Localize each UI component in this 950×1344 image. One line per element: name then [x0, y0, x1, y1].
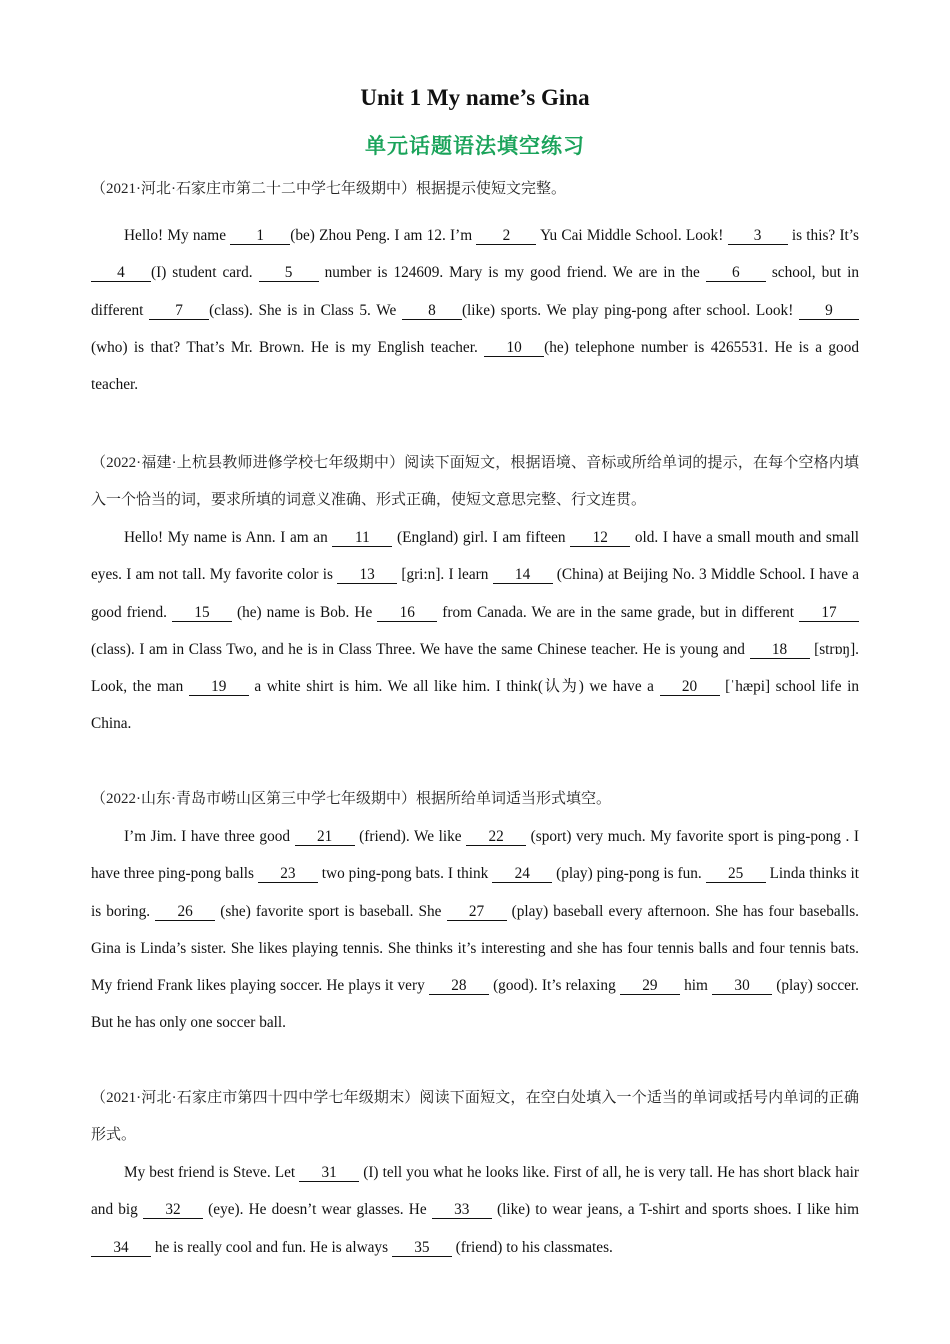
blank-7: 7: [149, 302, 209, 320]
blank-8: 8: [402, 302, 462, 320]
passage-text: (play) ping-pong is fun.: [552, 865, 706, 883]
passage-text: a white shirt is him. We all like him. I think(认为) we have a: [248, 678, 660, 696]
passage-text: [strɒŋ]. Look, the man: [91, 640, 859, 696]
passage-text: (England) girl. I am fifteen: [392, 529, 571, 546]
blank-28: 28: [429, 977, 489, 995]
passage-text: (she) favorite sport is baseball. She: [215, 902, 447, 920]
passage-text: (he) telephone number is 4265531. He is a good teacher.: [91, 338, 859, 394]
section-passage: [91, 818, 859, 1042]
section-source: （2022·山东·青岛市崂山区第三中学七年级期中）根据所给单词适当形式填空。: [91, 791, 611, 807]
section-source: （2021·河北·石家庄市第四十四中学七年级期末）阅读下面短文，在空白处填入一个适当的单词或括号内单词的正确形式。: [91, 1090, 859, 1143]
passage-text: (class). I am in Class Two, and he is in Class Three. We have the same Chinese teacher. He is young and: [91, 640, 750, 658]
blank-15: 15: [172, 604, 232, 622]
blank-17: 17: [799, 604, 859, 622]
passage-text: (friend). We like: [354, 828, 467, 845]
blank-27: 27: [447, 903, 507, 921]
blank-22: 22: [466, 828, 526, 846]
passage-text: (sport) very much. My favorite sport is ping-pong . I have three ping-pong balls: [91, 828, 860, 883]
blank-23: 23: [258, 865, 318, 883]
section-4: [91, 1080, 859, 1266]
passage-text: is this? It’s: [787, 227, 859, 244]
blank-14: 14: [493, 566, 553, 584]
blank-3: 3: [728, 227, 788, 245]
section-passage: [91, 1154, 859, 1266]
blank-25: 25: [706, 865, 766, 883]
section-3: [91, 781, 859, 1042]
blank-1: 1: [230, 227, 290, 245]
blank-29: 29: [620, 977, 680, 995]
passage-text: Yu Cai Middle School. Look!: [536, 227, 728, 244]
blank-4: 4: [91, 264, 151, 282]
passage-text: [ˈhæpi] school life in China.: [91, 678, 859, 733]
page-subtitle: 单元话题语法填空练习: [365, 134, 585, 158]
passage-text: Hello! My name is Ann. I am an: [124, 529, 333, 546]
page-title: Unit 1 My name’s Gina: [360, 85, 590, 110]
passage-text: Linda thinks it is boring.: [91, 865, 859, 920]
passage-text: number is 124609. Mary is my good friend. We are in the: [318, 264, 706, 282]
passage-text: (he) name is Bob. He: [232, 603, 378, 621]
passage-text: [gri:n]. I learn: [397, 566, 493, 584]
section-source: （2021·河北·石家庄市第二十二中学七年级期中）根据提示使短文完整。: [91, 181, 566, 197]
section-passage: [91, 519, 859, 743]
passage-text: My best friend is Steve. Let: [124, 1164, 300, 1181]
passage-text: (be) Zhou Peng. I am 12. I’m: [290, 227, 477, 244]
blank-11: 11: [332, 529, 392, 547]
passage-text: (like) to wear jeans, a T-shirt and sports shoes. I like him: [491, 1201, 859, 1219]
passage-text: Hello! My name: [124, 227, 231, 244]
blank-13: 13: [337, 566, 397, 584]
blank-31: 31: [299, 1164, 359, 1182]
passage-text: (I) tell you what he looks like. First of all, he is very tall. He has short black hair and big: [91, 1164, 859, 1219]
blank-24: 24: [492, 865, 552, 883]
passage-text: (I) student card.: [151, 264, 259, 282]
blank-33: 33: [432, 1201, 492, 1219]
passage-text: him: [679, 977, 713, 995]
passage-text: he is really cool and fun. He is always: [151, 1238, 392, 1256]
blank-10: 10: [484, 339, 544, 357]
blank-9: 9: [799, 302, 859, 320]
passage-text: two ping-pong bats. I think: [317, 865, 493, 883]
blank-12: 12: [570, 529, 630, 547]
passage-text: old. I have a small mouth and small eyes. I am not tall. My favorite color is: [91, 529, 860, 584]
passage-text: (eye). He doesn’t wear glasses. He: [203, 1201, 432, 1219]
passage-text: from Canada. We are in the same grade, but in different: [437, 603, 800, 621]
passage-text: (friend) to his classmates.: [451, 1238, 613, 1256]
passage-text: (play) soccer. But he has only one soccer ball.: [91, 977, 860, 1032]
blank-6: 6: [706, 264, 766, 282]
section-1: [91, 171, 859, 403]
passage-text: (play) baseball every afternoon. She has four baseballs. Gina is Linda’s sister. She likes playing tennis. She thinks it’s interesting and she has four tennis balls and four tennis bats. My friend Frank likes playing soccer. He plays it very: [91, 902, 859, 995]
passage-text: (good). It’s relaxing: [488, 977, 620, 995]
blank-18: 18: [750, 641, 810, 659]
passage-text: (China) at Beijing No. 3 Middle School. I have a good friend.: [91, 566, 860, 621]
blank-16: 16: [377, 604, 437, 622]
passage-text: (who) is that? That’s Mr. Brown. He is my English teacher.: [91, 338, 485, 356]
blank-34: 34: [91, 1239, 151, 1257]
blank-5: 5: [259, 264, 319, 282]
blank-21: 21: [295, 828, 355, 846]
section-2: [91, 445, 859, 743]
blank-2: 2: [476, 227, 536, 245]
section-passage: [91, 217, 859, 403]
blank-20: 20: [660, 678, 720, 696]
passage-text: I’m Jim. I have three good: [124, 828, 295, 845]
blank-30: 30: [712, 977, 772, 995]
passage-text: (class). She is in Class 5. We: [209, 301, 402, 319]
passage-text: school, but in different: [91, 264, 860, 319]
passage-text: (like) sports. We play ping-pong after school. Look!: [461, 301, 799, 319]
section-source: （2022·福建·上杭县教师进修学校七年级期中）阅读下面短文，根据语境、音标或所给单词的提示，在每个空格内填入一个恰当的词，要求所填的词意义准确、形式正确，使短文意思完整、行文连贯。: [91, 455, 859, 508]
blank-32: 32: [143, 1201, 203, 1219]
blank-19: 19: [189, 678, 249, 696]
blank-26: 26: [155, 903, 215, 921]
blank-35: 35: [392, 1239, 452, 1257]
